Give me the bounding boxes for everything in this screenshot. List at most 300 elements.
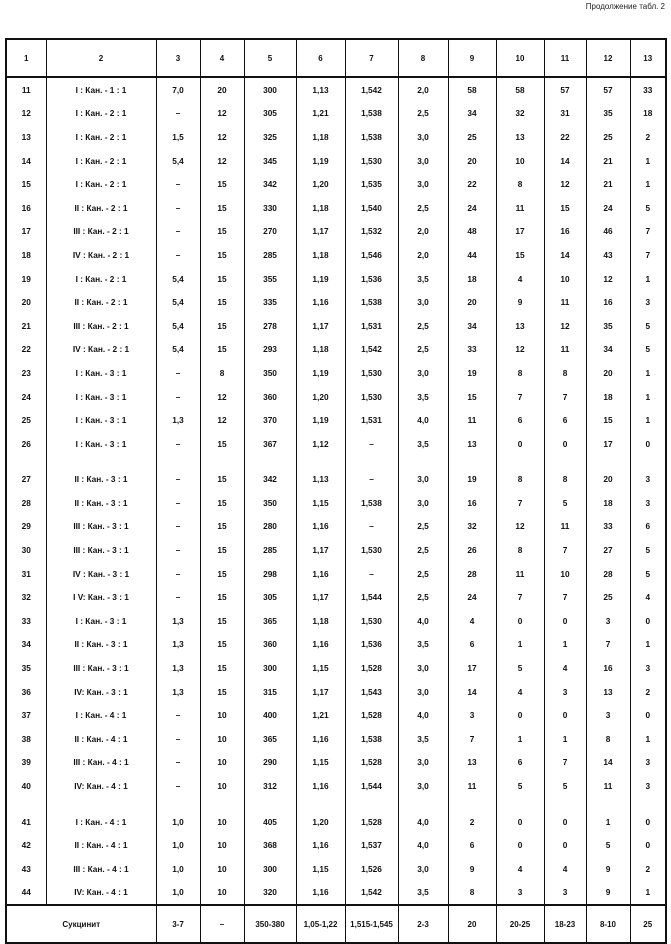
table-row <box>6 633 666 657</box>
table-cell: 15 <box>200 468 244 492</box>
table-cell: 12 <box>200 149 244 173</box>
table-cell: 345 <box>244 149 296 173</box>
table-cell: 1,15 <box>296 656 345 680</box>
table-cell: 2 <box>630 857 666 881</box>
table-cell: 1,3 <box>156 680 200 704</box>
table-cell: 300 <box>244 656 296 680</box>
table-row <box>6 408 666 432</box>
table-cell: 1 <box>630 149 666 173</box>
table-cell: 10 <box>200 810 244 834</box>
table-cell: 7 <box>544 385 586 409</box>
footer-cell: 20-25 <box>496 905 544 943</box>
table-cell: 15 <box>200 338 244 362</box>
spacer-cell <box>296 456 345 468</box>
table-cell: 1,538 <box>345 491 398 515</box>
table-cell: 350 <box>244 491 296 515</box>
table-cell: 2,5 <box>398 314 448 338</box>
table-cell: 315 <box>244 680 296 704</box>
table-cell: 1,526 <box>345 857 398 881</box>
table-cell: – <box>156 172 200 196</box>
composition-cell: III : Кан. - 2 : 1 <box>46 220 156 244</box>
composition-cell: III : Кан. - 4 : 1 <box>46 857 156 881</box>
table-row <box>6 77 666 102</box>
table-cell: 8 <box>544 361 586 385</box>
table-cell: 1,0 <box>156 857 200 881</box>
table-cell: 355 <box>244 267 296 291</box>
spacer-cell <box>6 456 46 468</box>
composition-cell: IV: Кан. - 4 : 1 <box>46 774 156 798</box>
table-cell: – <box>156 432 200 456</box>
table-cell: 5 <box>630 562 666 586</box>
spacer-cell <box>496 456 544 468</box>
table-cell: 1 <box>544 727 586 751</box>
row-number-cell: 30 <box>6 538 46 562</box>
table-cell: 22 <box>544 125 586 149</box>
table-cell: 13 <box>496 125 544 149</box>
table-cell: 12 <box>586 267 630 291</box>
table-cell: 7 <box>448 727 496 751</box>
table-cell: 2,5 <box>398 562 448 586</box>
table-cell: 15 <box>448 385 496 409</box>
row-number-cell: 38 <box>6 727 46 751</box>
table-cell: 3,0 <box>398 774 448 798</box>
table-cell: 342 <box>244 172 296 196</box>
table-cell: 43 <box>586 243 630 267</box>
table-cell: 12 <box>544 314 586 338</box>
table-cell: 3 <box>586 609 630 633</box>
row-number-cell: 14 <box>6 149 46 173</box>
table-cell: – <box>156 585 200 609</box>
table-cell: 32 <box>496 102 544 126</box>
composition-cell: I : Кан. - 1 : 1 <box>46 77 156 102</box>
table-cell: 34 <box>586 338 630 362</box>
table-cell: 11 <box>496 196 544 220</box>
table-cell: 7 <box>544 585 586 609</box>
row-number-cell: 28 <box>6 491 46 515</box>
table-cell: – <box>156 727 200 751</box>
table-cell: 6 <box>448 833 496 857</box>
table-cell: 24 <box>586 196 630 220</box>
table-cell: 25 <box>586 585 630 609</box>
table-cell: 1,542 <box>345 338 398 362</box>
table-cell: 14 <box>544 243 586 267</box>
table-cell: – <box>156 538 200 562</box>
table-cell: 6 <box>630 515 666 539</box>
row-number-cell: 25 <box>6 408 46 432</box>
table-cell: 1,16 <box>296 727 345 751</box>
table-cell: 8 <box>586 727 630 751</box>
table-cell: 1,19 <box>296 267 345 291</box>
table-cell: 3,0 <box>398 491 448 515</box>
table-cell: 3,0 <box>398 290 448 314</box>
table-cell: 1 <box>630 633 666 657</box>
table-cell: 4 <box>544 656 586 680</box>
table-cell: 1,538 <box>345 290 398 314</box>
table-cell: 1,538 <box>345 125 398 149</box>
table-cell: 8 <box>496 538 544 562</box>
table-cell: 11 <box>448 774 496 798</box>
table-cell: 9 <box>448 857 496 881</box>
composition-cell: IV : Кан. - 3 : 1 <box>46 562 156 586</box>
table-cell: 7 <box>544 751 586 775</box>
table-cell: 27 <box>586 538 630 562</box>
composition-cell: III : Кан. - 2 : 1 <box>46 314 156 338</box>
table-cell: 6 <box>544 408 586 432</box>
table-cell: 46 <box>586 220 630 244</box>
table-cell: 10 <box>200 751 244 775</box>
table-cell: 31 <box>544 102 586 126</box>
table-cell: 7 <box>496 491 544 515</box>
table-cell: 1,17 <box>296 585 345 609</box>
table-cell: 278 <box>244 314 296 338</box>
table-cell: 6 <box>448 633 496 657</box>
table-cell: 0 <box>630 432 666 456</box>
row-number-cell: 12 <box>6 102 46 126</box>
table-cell: 32 <box>448 515 496 539</box>
table-cell: 405 <box>244 810 296 834</box>
composition-cell: IV : Кан. - 2 : 1 <box>46 243 156 267</box>
row-number-cell: 17 <box>6 220 46 244</box>
spacer-cell <box>398 798 448 810</box>
table-cell: 10 <box>200 703 244 727</box>
table-cell: 6 <box>496 751 544 775</box>
table-cell: – <box>156 562 200 586</box>
table-cell: 48 <box>448 220 496 244</box>
table-cell: 4,0 <box>398 703 448 727</box>
table-cell: 8 <box>496 361 544 385</box>
spacer-cell <box>244 798 296 810</box>
footer-cell: 350-380 <box>244 905 296 943</box>
row-number-cell: 24 <box>6 385 46 409</box>
column-header: 11 <box>544 39 586 77</box>
table-cell: 1,20 <box>296 385 345 409</box>
table-cell: 10 <box>496 149 544 173</box>
table-row <box>6 810 666 834</box>
table-cell: 4,0 <box>398 609 448 633</box>
table-cell: 2,5 <box>398 338 448 362</box>
table-cell: 58 <box>496 77 544 102</box>
spacer-cell <box>200 798 244 810</box>
table-cell: 1,3 <box>156 633 200 657</box>
table-cell: 12 <box>200 385 244 409</box>
table-cell: 1,536 <box>345 267 398 291</box>
table-cell: 22 <box>448 172 496 196</box>
table-cell: 35 <box>586 102 630 126</box>
table-cell: 3,5 <box>398 267 448 291</box>
row-number-cell: 35 <box>6 656 46 680</box>
table-cell: – <box>156 468 200 492</box>
table-cell: 1,3 <box>156 408 200 432</box>
table-cell: 7,0 <box>156 77 200 102</box>
table-cell: 13 <box>496 314 544 338</box>
table-cell: 8 <box>544 468 586 492</box>
table-cell: 3,5 <box>398 432 448 456</box>
continuation-note: Продолжение табл. 2 <box>585 2 665 11</box>
table-cell: 14 <box>448 680 496 704</box>
row-number-cell: 15 <box>6 172 46 196</box>
header-row <box>6 39 666 77</box>
table-cell: 300 <box>244 77 296 102</box>
table-cell: 3 <box>630 290 666 314</box>
table-row <box>6 102 666 126</box>
column-header: 5 <box>244 39 296 77</box>
table-cell: 26 <box>448 538 496 562</box>
table-cell: 4 <box>544 857 586 881</box>
table-cell: 350 <box>244 361 296 385</box>
table-cell: 13 <box>586 680 630 704</box>
table-cell: – <box>156 751 200 775</box>
table-cell: 11 <box>496 562 544 586</box>
table-cell: 280 <box>244 515 296 539</box>
table-cell: 15 <box>200 290 244 314</box>
table-cell: 1,528 <box>345 656 398 680</box>
table-cell: 1,18 <box>296 243 345 267</box>
footer-label-cell: Сукцинит <box>6 905 156 943</box>
table-cell: 3,5 <box>398 633 448 657</box>
table-cell: 3,0 <box>398 656 448 680</box>
column-header: 6 <box>296 39 345 77</box>
table-cell: 16 <box>586 290 630 314</box>
table-cell: 15 <box>200 267 244 291</box>
table-cell: 10 <box>200 727 244 751</box>
table-cell: 18 <box>586 385 630 409</box>
table-cell: 1,528 <box>345 810 398 834</box>
table-cell: 7 <box>496 385 544 409</box>
table-cell: 4 <box>496 680 544 704</box>
table-cell: 57 <box>544 77 586 102</box>
table-cell: 15 <box>200 633 244 657</box>
table-cell: 400 <box>244 703 296 727</box>
spacer-cell <box>156 798 200 810</box>
table-cell: 2,0 <box>398 220 448 244</box>
table-cell: 3,5 <box>398 881 448 906</box>
table-cell: 293 <box>244 338 296 362</box>
table-cell: 1,538 <box>345 102 398 126</box>
table-cell: 367 <box>244 432 296 456</box>
table-cell: 1,20 <box>296 172 345 196</box>
table-cell: – <box>156 196 200 220</box>
table-cell: 12 <box>496 338 544 362</box>
table-cell: 1,16 <box>296 881 345 906</box>
table-cell: 20 <box>448 149 496 173</box>
table-cell: 360 <box>244 633 296 657</box>
table-cell: 1,13 <box>296 77 345 102</box>
table-cell: 3,0 <box>398 680 448 704</box>
table-cell: 5 <box>630 314 666 338</box>
table-cell: 1,542 <box>345 881 398 906</box>
table-cell: 3 <box>544 680 586 704</box>
table-cell: 28 <box>586 562 630 586</box>
table-cell: 312 <box>244 774 296 798</box>
table-row <box>6 196 666 220</box>
table-cell: 7 <box>544 538 586 562</box>
spacer-cell <box>244 456 296 468</box>
table-cell: 15 <box>544 196 586 220</box>
spacer-cell <box>398 456 448 468</box>
table-cell: 5 <box>496 774 544 798</box>
spacer-cell <box>6 798 46 810</box>
table-cell: 1,15 <box>296 491 345 515</box>
column-header: 7 <box>345 39 398 77</box>
table-cell: 0 <box>496 703 544 727</box>
table-cell: 0 <box>496 432 544 456</box>
composition-cell: I V: Кан. - 3 : 1 <box>46 585 156 609</box>
column-header: 8 <box>398 39 448 77</box>
table-cell: 5 <box>544 491 586 515</box>
table-cell: 1,17 <box>296 314 345 338</box>
table-cell: 15 <box>200 538 244 562</box>
table-cell: 12 <box>200 408 244 432</box>
table-cell: 11 <box>544 338 586 362</box>
table-cell: 20 <box>586 361 630 385</box>
composition-cell: I : Кан. - 4 : 1 <box>46 703 156 727</box>
table-cell: 0 <box>544 833 586 857</box>
table-row <box>6 125 666 149</box>
table-cell: 1 <box>544 633 586 657</box>
table-cell: 17 <box>496 220 544 244</box>
table-cell: 1 <box>630 267 666 291</box>
table-cell: 1,12 <box>296 432 345 456</box>
spacer-cell <box>345 798 398 810</box>
table-cell: 12 <box>200 125 244 149</box>
table-row <box>6 361 666 385</box>
table-cell: 3 <box>630 751 666 775</box>
table-cell: 4,0 <box>398 408 448 432</box>
table-cell: 1,18 <box>296 196 345 220</box>
table-cell: 5 <box>630 338 666 362</box>
composition-cell: III : Кан. - 3 : 1 <box>46 515 156 539</box>
row-number-cell: 32 <box>6 585 46 609</box>
table-row <box>6 149 666 173</box>
table-cell: 1,537 <box>345 833 398 857</box>
table-cell: – <box>156 515 200 539</box>
table-cell: – <box>345 432 398 456</box>
table-cell: 1,15 <box>296 751 345 775</box>
composition-cell: I : Кан. - 3 : 1 <box>46 432 156 456</box>
table-row <box>6 538 666 562</box>
table-cell: 44 <box>448 243 496 267</box>
table-cell: 3 <box>544 881 586 906</box>
table-cell: 325 <box>244 125 296 149</box>
table-row <box>6 468 666 492</box>
row-number-cell: 43 <box>6 857 46 881</box>
table-cell: 1,19 <box>296 408 345 432</box>
composition-cell: III : Кан. - 4 : 1 <box>46 751 156 775</box>
table-cell: 2,5 <box>398 515 448 539</box>
footer-cell: 3-7 <box>156 905 200 943</box>
table-cell: 1,18 <box>296 609 345 633</box>
table-cell: 5 <box>630 538 666 562</box>
table-cell: 18 <box>630 102 666 126</box>
table-cell: 4 <box>630 585 666 609</box>
column-header: 9 <box>448 39 496 77</box>
table-cell: 24 <box>448 196 496 220</box>
table-cell: 19 <box>448 468 496 492</box>
table-cell: 0 <box>630 703 666 727</box>
table-row <box>6 727 666 751</box>
spacer-cell <box>345 456 398 468</box>
table-cell: – <box>345 468 398 492</box>
table-cell: 1,530 <box>345 385 398 409</box>
row-number-cell: 21 <box>6 314 46 338</box>
spacer-cell <box>630 456 666 468</box>
table-cell: 15 <box>200 656 244 680</box>
table-cell: 368 <box>244 833 296 857</box>
table-cell: – <box>156 243 200 267</box>
composition-cell: I : Кан. - 2 : 1 <box>46 172 156 196</box>
footer-cell: 18-23 <box>544 905 586 943</box>
table-cell: 2,5 <box>398 196 448 220</box>
table-cell: 5,4 <box>156 338 200 362</box>
table-row <box>6 774 666 798</box>
footer-cell: – <box>200 905 244 943</box>
table-cell: 15 <box>200 491 244 515</box>
table-cell: 6 <box>496 408 544 432</box>
table-cell: 3,0 <box>398 125 448 149</box>
table-cell: 370 <box>244 408 296 432</box>
table-cell: 10 <box>200 857 244 881</box>
footer-cell: 1,05-1,22 <box>296 905 345 943</box>
table-cell: 11 <box>586 774 630 798</box>
table-cell: 15 <box>200 220 244 244</box>
table-cell: 3 <box>630 774 666 798</box>
table-cell: 3,0 <box>398 361 448 385</box>
table-cell: 1,16 <box>296 562 345 586</box>
table-cell: 15 <box>200 196 244 220</box>
composition-cell: II : Кан. - 2 : 1 <box>46 196 156 220</box>
table-cell: 4 <box>448 609 496 633</box>
table-cell: 14 <box>586 751 630 775</box>
table-cell: 3 <box>630 656 666 680</box>
row-number-cell: 41 <box>6 810 46 834</box>
table-cell: 8 <box>448 881 496 906</box>
table-cell: 15 <box>200 243 244 267</box>
table-row <box>6 385 666 409</box>
table-cell: 1,16 <box>296 833 345 857</box>
table-cell: 1,536 <box>345 633 398 657</box>
table-cell: – <box>345 515 398 539</box>
table-cell: 25 <box>586 125 630 149</box>
spacer-cell <box>448 456 496 468</box>
row-number-cell: 18 <box>6 243 46 267</box>
table-cell: 15 <box>200 680 244 704</box>
table-cell: 0 <box>496 609 544 633</box>
table-cell: 3,0 <box>398 751 448 775</box>
row-number-cell: 34 <box>6 633 46 657</box>
table-cell: 8 <box>496 468 544 492</box>
table-cell: 1,530 <box>345 149 398 173</box>
table-cell: 365 <box>244 609 296 633</box>
row-number-cell: 22 <box>6 338 46 362</box>
row-number-cell: 26 <box>6 432 46 456</box>
row-number-cell: 40 <box>6 774 46 798</box>
table-cell: 0 <box>544 432 586 456</box>
table-cell: 1 <box>630 385 666 409</box>
table-cell: 1,21 <box>296 102 345 126</box>
row-number-cell: 39 <box>6 751 46 775</box>
table-cell: 3 <box>496 881 544 906</box>
table-cell: 1,16 <box>296 290 345 314</box>
composition-cell: III : Кан. - 3 : 1 <box>46 538 156 562</box>
spacer-cell <box>544 798 586 810</box>
table-cell: 305 <box>244 585 296 609</box>
table-cell: 5 <box>586 833 630 857</box>
table-cell: 14 <box>544 149 586 173</box>
row-number-cell: 11 <box>6 77 46 102</box>
table-cell: 1,19 <box>296 361 345 385</box>
table-cell: 3 <box>630 491 666 515</box>
table-cell: 305 <box>244 102 296 126</box>
